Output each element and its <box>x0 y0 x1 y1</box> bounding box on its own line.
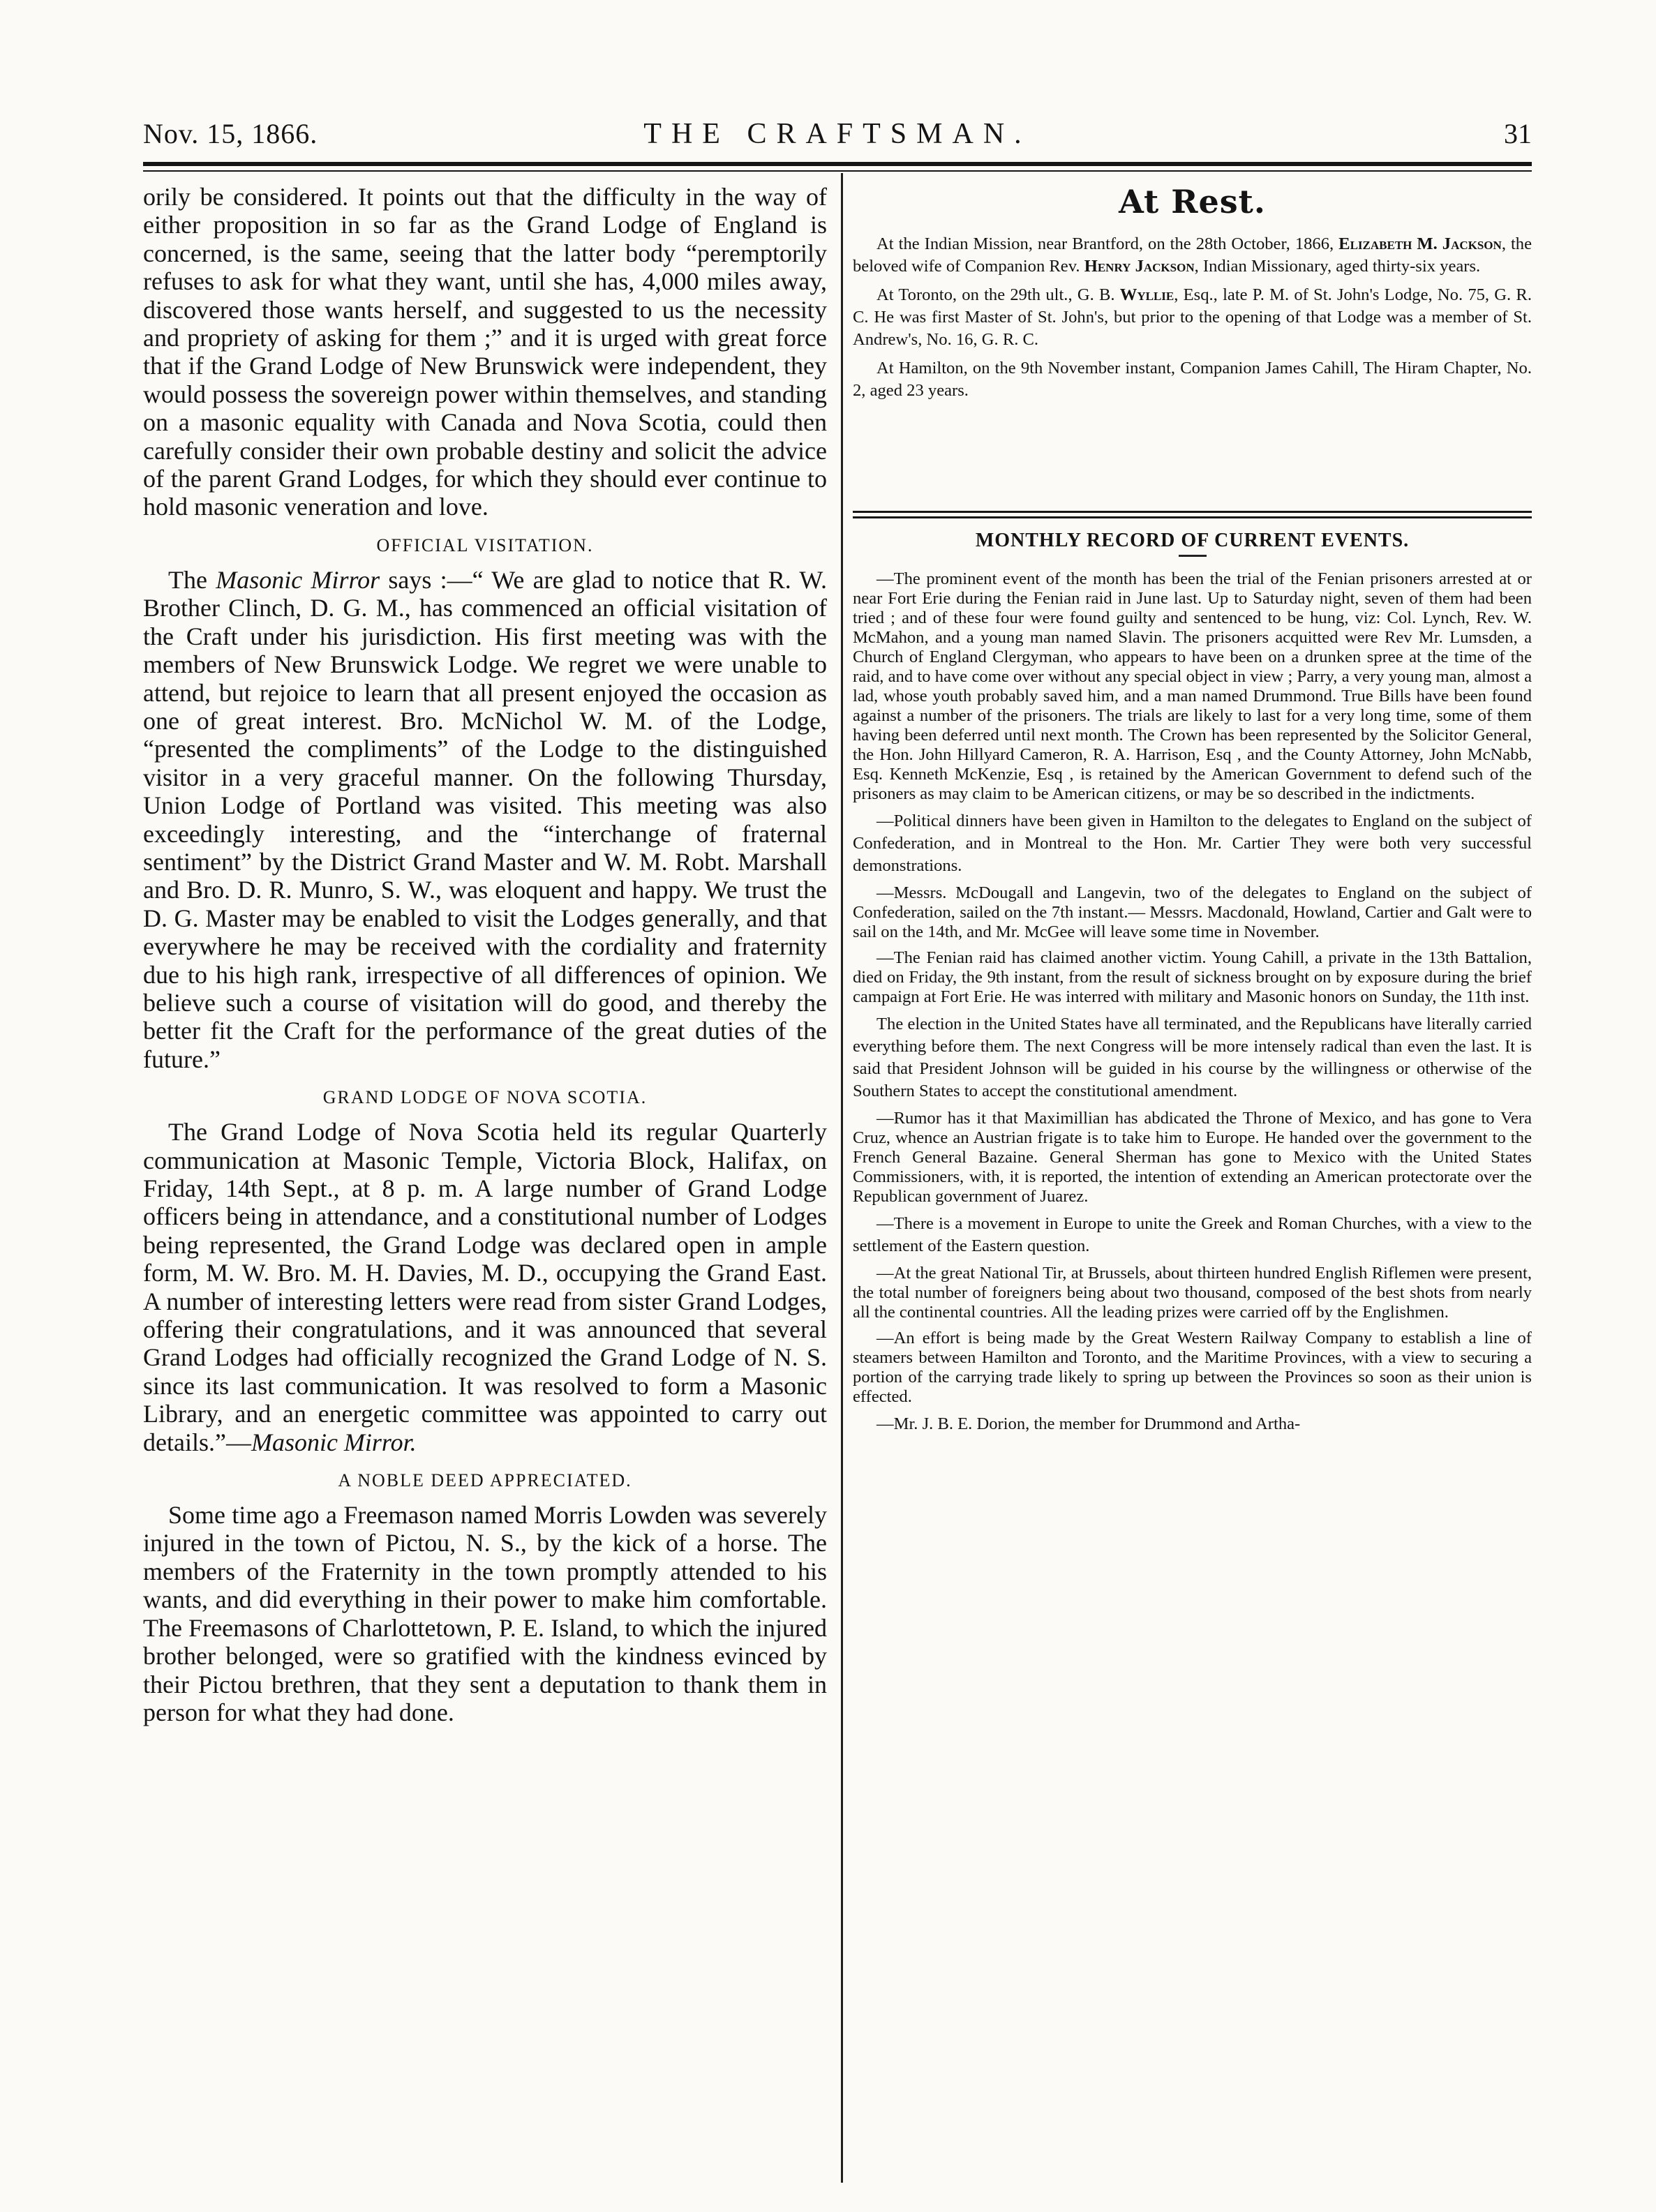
monthly-record-heading: MONTHLY RECORD OF CURRENT EVENTS. <box>975 530 1410 551</box>
obituary-notice: At the Indian Mission, near Brantford, on the 28th October, 1866, Elizabeth M. Jackson, the beloved wife of Companion Rev. Henry Jackson, Indian Missionary, aged thirty-six years. <box>853 234 1532 276</box>
news-item: —The prominent event of the month has been the trial of the Fenian prisoners arrested at or near Fort Erie during the Fenian raid in June last. Up to Saturday night, seven of them had been tried ; and of these four were found guilty and sentenced to be hung, viz: Col. Lynch, Rev. W. McMahon, and a young man named Slavin. The prisoners acquitted were Rev Mr. Lumsden, a Church of England Clergyman, who appears to have been on a drunken spree at the time of the raid, and to have come over without any special object in view ; Parry, a very young man, almost a lad, whose youth probably saved him, and a man named Drummond. True Bills have been found against a number of the prisoners. The trials are likely to last for a very long time, some of them having been deferred until next month. The Crown has been represented by the Solicitor General, the Hon. John Hillyard Cameron, R. A. Harrison, Esq , and the County Attorney, John McNabb, Esq. Kenneth McKenzie, Esq , is retained by the American Government to defend such of the prisoners as may claim to be American citizens, or may be so described in the indictments. <box>853 569 1532 803</box>
news-item: —There is a movement in Europe to unite the Greek and Roman Churches, with a view to the settlement of the Eastern question. <box>853 1214 1532 1255</box>
continued-paragraph: orily be considered. It points out that the difficulty in the way of either proposition in so far as the Grand Lodge of England is concerned, is the same, seeing that the latter body “peremptorily refuses to ask for what they want, until she has, 4,000 miles away, discovered those wants herself, and suggested to us the necessity and propriety of asking for them ;” and it is urged with great force that if the Grand Lodge of New Brunswick were independent, they would possess the sovereign power within themselves, and standing on a masonic equality with Canada and Nova Scotia, could then carefully consider their own probable destiny and solicit the advice of the parent Grand Lodges, for which they should ever continue to hold masonic veneration and love. <box>143 183 827 521</box>
header-rule-thin <box>143 170 1532 172</box>
official-visitation-heading: OFFICIAL VISITATION. <box>376 535 594 555</box>
obituary-notice: At Hamilton, on the 9th November instant, Companion James Cahill, The Hiram Chapter, No. 2, aged 23 years. <box>853 359 1532 400</box>
source-citation: Masonic Mirror. <box>251 1428 417 1456</box>
issue-date: Nov. 15, 1866. <box>143 118 318 149</box>
heading-dash <box>1179 555 1207 557</box>
masthead-title: THE CRAFTSMAN. <box>643 118 1031 150</box>
at-rest-section <box>853 183 1532 408</box>
news-item: —An effort is being made by the Great Western Railway Company to establish a line of steamers between Hamilton and Toronto, and the Maritime Provinces, with a view to securing a portion of the carrying trade likely to spring up between the Provinces so soon as their union is effected. <box>853 1329 1532 1406</box>
news-item: —Messrs. McDougall and Langevin, two of the delegates to England on the subject of Confederation, sailed on the 7th instant.— Messrs. Macdonald, Howland, Cartier and Galt were to sail on the 14th, and Mr. McGee will leave some time in November. <box>853 883 1532 941</box>
header-rule-thick <box>143 162 1532 166</box>
news-item: —Rumor has it that Maximillian has abdicated the Throne of Mexico, and has gone to Vera Cruz, whence an Austrian frigate is to take him to Europe. He handed over the government to the French General Bazaine. General Sherman has gone to Mexico with the United States Commissioners, with, it is reported, the intention of extending an American protectorate over the Republican government of Juarez. <box>853 1109 1532 1206</box>
column-divider <box>841 173 843 2183</box>
monthly-record-section <box>853 511 1532 1442</box>
left-column <box>143 183 827 1726</box>
obituary-notice: At Toronto, on the 29th ult., G. B. Wyllie, Esq., late P. M. of St. John's Lodge, No. 75, G. R. C. He was first Master of St. John's, but prior to the opening of that Lodge was a member of St. Andrew's, No. 16, G. R. C. <box>853 285 1532 349</box>
page-header <box>143 117 1532 159</box>
news-item: —The Fenian raid has claimed another victim. Young Cahill, a private in the 13th Battalion, died on Friday, the 9th instant, from the result of sickness brought on by exposure during the brief campaign at Fort Erie. He was interred with military and Masonic honors on Sunday, the 11th inst. <box>853 948 1532 1006</box>
source-citation: Masonic Mirror <box>216 565 380 594</box>
noble-deed-heading: A NOBLE DEED APPRECIATED. <box>338 1470 632 1491</box>
nova-scotia-body: The Grand Lodge of Nova Scotia held its regular Quarterly communication at Masonic Temple, Victoria Block, Halifax, on Friday, 14th Sept., at 8 p. m. A large number of Grand Lodge officers being in attendance, and a constitutional number of Lodges being represented, the Grand Lodge was declared open in ample form, M. W. Bro. M. H. Davies, M. D., occupying the Grand East. A number of interesting letters were read from sister Grand Lodges, offering their congratulations, and it was announced that several Grand Lodges had officially recognized the Grand Lodge of N. S. since its last communication. It was resolved to form a Masonic Library, and an energetic committee was appointed to carry out details.”—Masonic Mirror. <box>143 1118 827 1456</box>
news-item: —Mr. J. B. E. Dorion, the member for Drummond and Artha- <box>877 1414 1301 1433</box>
section-rule <box>853 511 1532 518</box>
noble-deed-body: Some time ago a Freemason named Morris Lowden was severely injured in the town of Pictou, N. S., by the kick of a horse. The members of the Fraternity in the town promptly attended to his wants, and did everything in their power to make him comfortable. The Freemasons of Charlottetown, P. E. Island, to which the injured brother belonged, were so gratified with the kindness evinced by their Pictou brethren, that they sent a deputation to thank them in person for what they had done. <box>143 1501 827 1726</box>
news-item: —At the great National Tir, at Brussels, about thirteen hundred English Riflemen were present, the total number of foreigners being about two thousand, composed of the best shots from nearly all the continental countries. All the leading prizes were carried off by the Englishmen. <box>853 1264 1532 1322</box>
news-item: —Political dinners have been given in Hamilton to the delegates to England on the subject of Confederation, and in Montreal to the Hon. Mr. Cartier They were both very successful demonstrations. <box>853 812 1532 875</box>
page-number: 31 <box>1504 118 1532 149</box>
at-rest-heading: At Rest. <box>1119 183 1266 221</box>
official-visitation-body: The Masonic Mirror says :—“ We are glad to notice that R. W. Brother Clinch, D. G. M., has commenced an official visitation of the Craft under his jurisdiction. His first meeting was with the members of New Brunswick Lodge. We regret we were unable to attend, but rejoice to learn that all present enjoyed the occasion as one of great interest. Bro. McNichol W. M. of the Lodge, “presented the compliments” of the Lodge to the distinguished visitor in a very graceful manner. On the following Thursday, Union Lodge of Portland was visited. This meeting was also exceedingly interesting, and the “interchange of fraternal sentiment” by the District Grand Master and W. M. Robt. Marshall and Bro. D. R. Munro, S. W., was eloquent and happy. We trust the D. G. Master may be enabled to visit the Lodges generally, and that everywhere he may be received with the cordiality and fraternity due to his high rank, irrespective of all differences of opinion. We believe such a course of visitation will do good, and thereby the better fit the Craft for the performance of the great duties of the future.” <box>143 565 828 1073</box>
news-item: The election in the United States have all terminated, and the Republicans have literally carried everything before them. The next Congress will be more intensely radical than even the last. It is said that President Johnson will be guided in his course by the willingness or otherwise of the Southern States to accept the constitutional amendment. <box>853 1015 1532 1100</box>
nova-scotia-heading: GRAND LODGE OF NOVA SCOTIA. <box>322 1087 648 1108</box>
